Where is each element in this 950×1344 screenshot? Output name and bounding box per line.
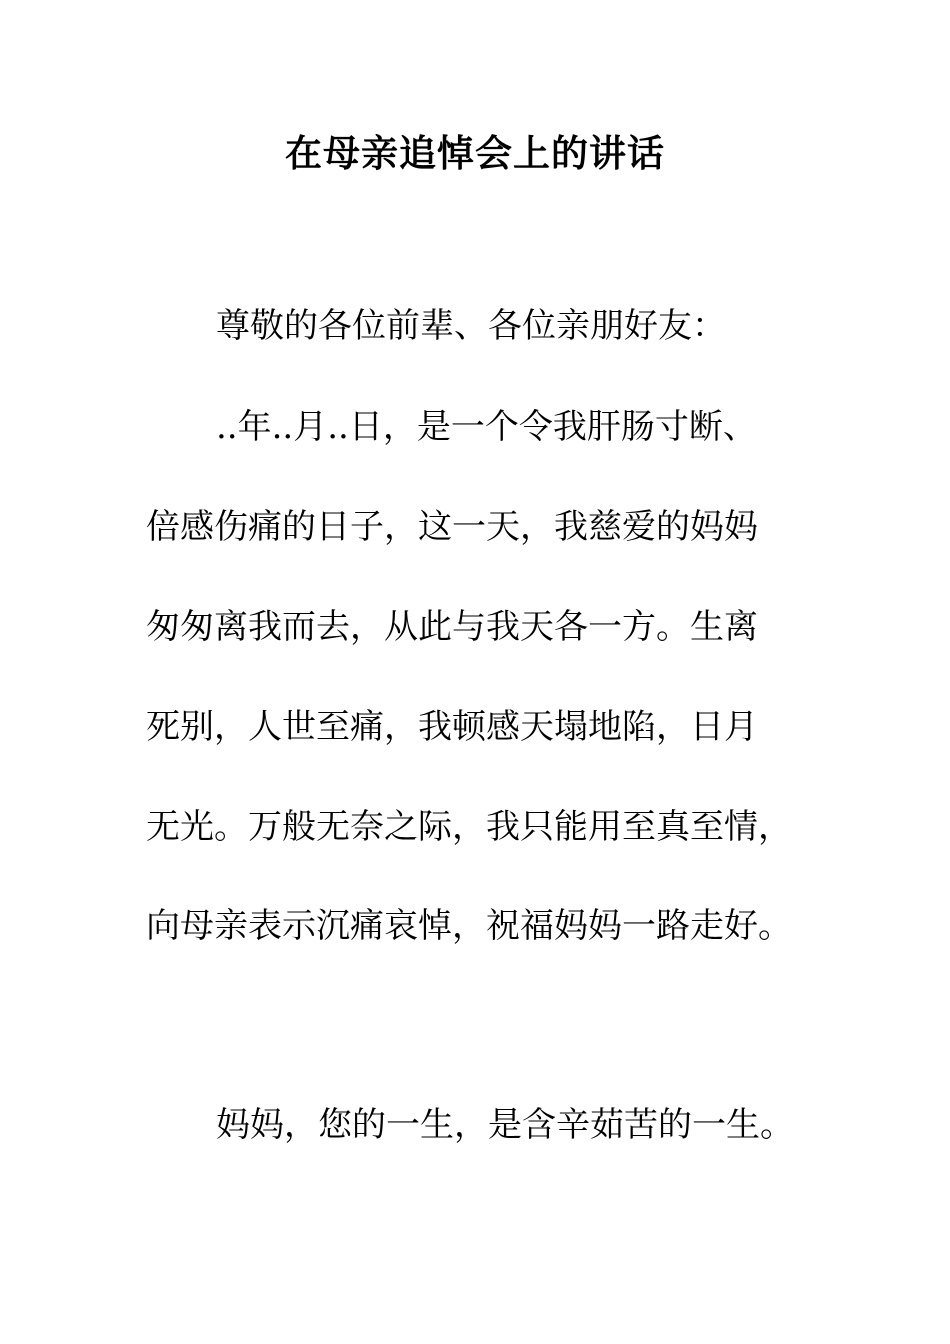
paragraph-1-line-1: ..年..月..日，是一个令我肝肠寸断、 bbox=[216, 407, 757, 447]
document-title: 在母亲追悼会上的讲话 bbox=[285, 131, 665, 175]
paragraph-1-line-6: 向母亲表示沉痛哀悼，祝福妈妈一路走好。 bbox=[146, 906, 792, 946]
paragraph-2-line-1: 妈妈，您的一生，是含辛茹苦的一生。 bbox=[216, 1105, 794, 1145]
salutation-line: 尊敬的各位前辈、各位亲朋好友： bbox=[216, 306, 726, 346]
paragraph-1-line-5: 无光。万般无奈之际，我只能用至真至情， bbox=[146, 807, 792, 847]
paragraph-1-line-3: 匆匆离我而去，从此与我天各一方。生离 bbox=[146, 607, 758, 647]
paragraph-1-line-2: 倍感伤痛的日子，这一天，我慈爱的妈妈 bbox=[146, 507, 758, 547]
paragraph-1-line-4: 死别，人世至痛，我顿感天塌地陷，日月 bbox=[146, 707, 758, 747]
